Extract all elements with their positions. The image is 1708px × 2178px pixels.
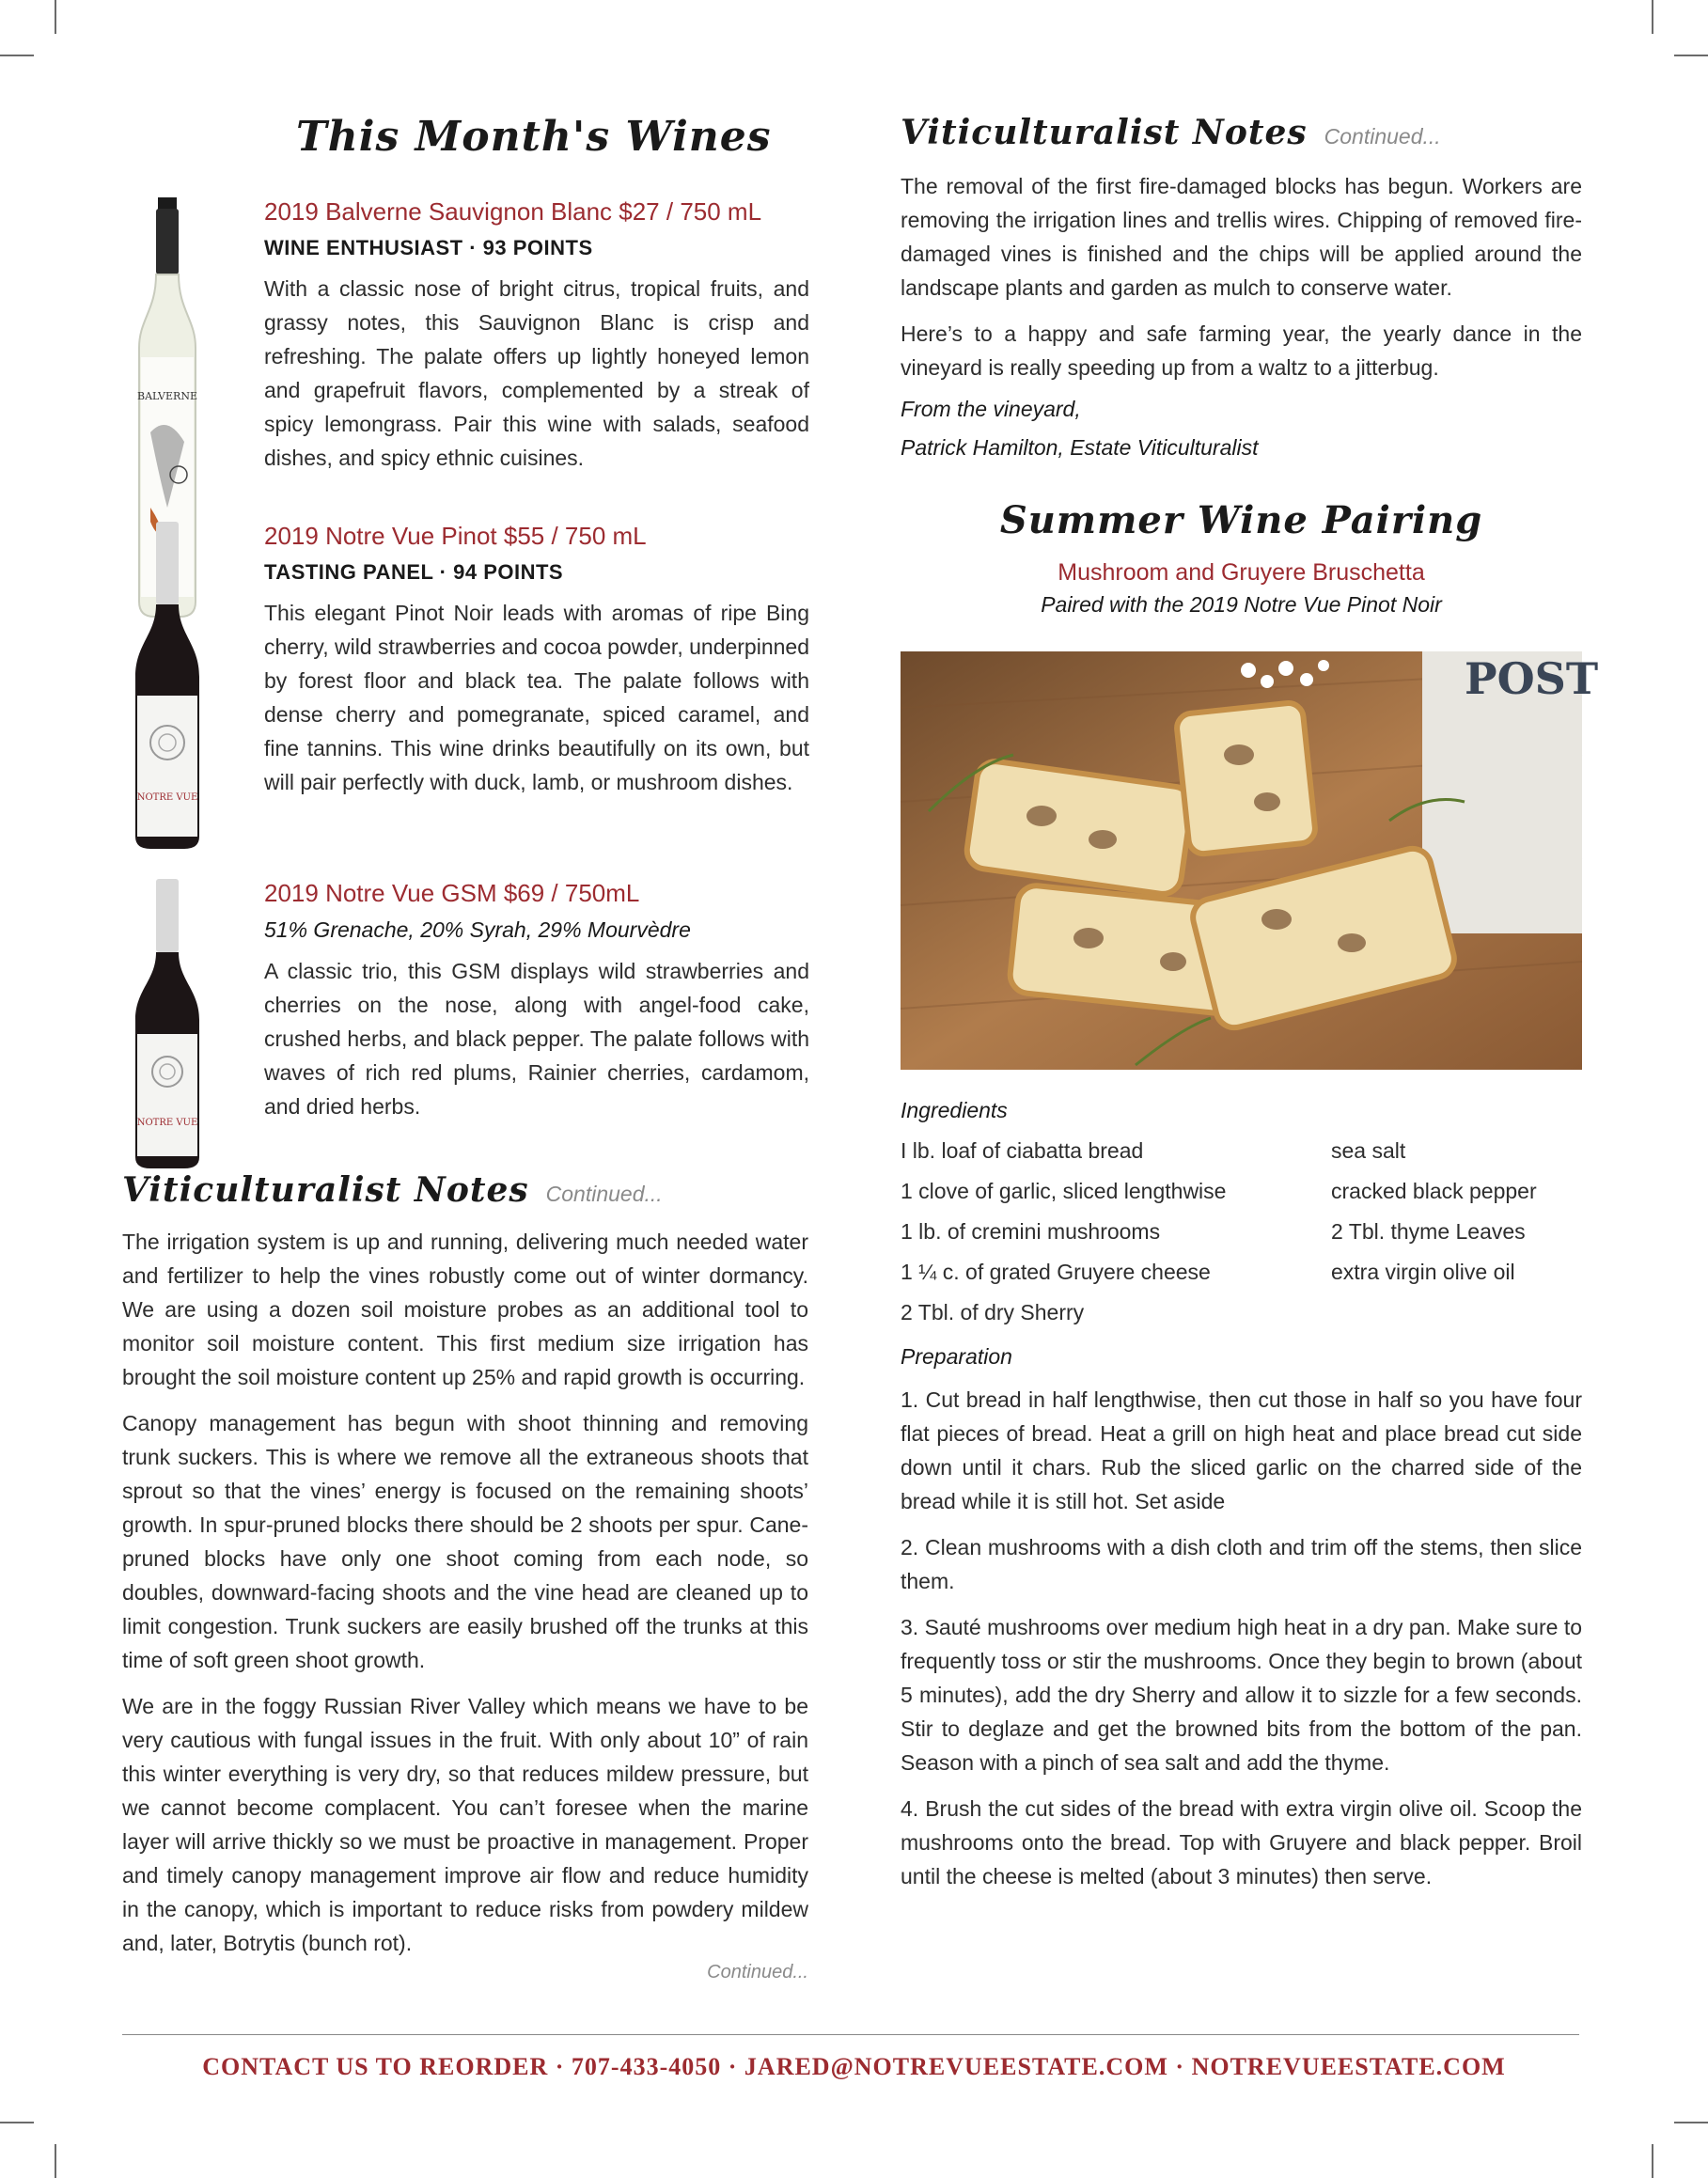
ingredient-item: 1 ¼ c. of grated Gruyere cheese bbox=[901, 1260, 1211, 1284]
wine-blend: 51% Grenache, 20% Syrah, 29% Mourvèdre bbox=[264, 917, 691, 942]
wines-heading: This Month's Wines bbox=[296, 113, 772, 161]
bruschetta-photo bbox=[901, 651, 1599, 1070]
crop-mark bbox=[55, 0, 56, 34]
bottle-label-text: NOTRE VUE bbox=[136, 792, 198, 803]
footer-contact: CONTACT US TO REORDER · 707-433-4050 · JARED@NOTREVUEESTATE.COM · NOTREVUEESTATE.COM bbox=[202, 2053, 1506, 2080]
bottle-label-text: NOTRE VUE bbox=[136, 1118, 198, 1128]
ingredient-item: 2 Tbl. thyme Leaves bbox=[1331, 1219, 1526, 1244]
crop-mark bbox=[0, 2122, 34, 2123]
notes-continued-label: Continued... bbox=[545, 1182, 663, 1206]
ingredients-list bbox=[901, 1131, 1582, 1333]
footer-rule bbox=[122, 2034, 1579, 2035]
ingredients-heading: Ingredients bbox=[901, 1098, 1008, 1122]
ingredient-item: I lb. loaf of ciabatta bread bbox=[901, 1138, 1144, 1163]
notes-heading: Viticulturalist Notes bbox=[901, 113, 1308, 152]
continued-label: Continued... bbox=[707, 1962, 808, 1982]
notes-paragraph: The removal of the first fire-damaged blocks has begun. Workers are removing the irrigation lines and trellis wires. Chipping of removed fire-damaged vines is finished and the chips will be applied around the landscape plants and garden as mulch to conserve water. bbox=[901, 174, 1582, 300]
notes-section bbox=[122, 1170, 808, 1983]
wine-title: 2019 Notre Vue Pinot $55 / 750 mL bbox=[264, 522, 647, 550]
bottle-label-text: BALVERNE bbox=[137, 390, 197, 402]
preparation-step: 2. Clean mushrooms with a dish cloth and trim off the stems, then slice them. bbox=[901, 1535, 1582, 1593]
crop-mark bbox=[0, 55, 34, 56]
preparation-step: 4. Brush the cut sides of the bread with extra virgin olive oil. Scoop the mushrooms onto the bread. Top with Gruyere and black pepper. Broil until the cheese is melted (about 3 minutes) then serve. bbox=[901, 1796, 1582, 1888]
wine-rating: TASTING PANEL · 94 POINTS bbox=[264, 560, 564, 584]
photo-cloth-text: POST bbox=[1465, 653, 1599, 704]
wine-title: 2019 Notre Vue GSM $69 / 750mL bbox=[264, 879, 640, 907]
ingredient-item: extra virgin olive oil bbox=[1331, 1260, 1515, 1284]
preparation-heading: Preparation bbox=[901, 1344, 1012, 1369]
wine-description: With a classic nose of bright citrus, tropical fruits, and grassy notes, this Sauvignon Blanc is crisp and refreshing. The palate offers up lightly honeyed lemon and grapefruit flavors, complemented by a streak of spicy lemongrass. Pair this wine with salads, seafood dishes, and spicy ethnic cuisines. bbox=[264, 276, 809, 470]
notes-continued-label: Continued... bbox=[1324, 124, 1441, 149]
notes-paragraph: We are in the foggy Russian River Valley which means we have to be very cautious with fungal issues in the fruit. With only about 10” of rain this winter everything is very dry, so that reduces mildew pressure, but we cannot become complacent. You can’t foresee when the marine layer will arrive thickly so we must be proactive in management. Proper and timely canopy management improve air flow and reduce humidity in the canopy, which is important to reduce risks from powdery mildew and, later, Botrytis (bunch rot). bbox=[122, 1694, 808, 1955]
wine-item bbox=[122, 879, 808, 1161]
wine-description: A classic trio, this GSM displays wild strawberries and cherries on the nose, along with angel-food cake, crushed herbs, and black pepper. The palate follows with waves of rich red plums, Rainier cherries, cardamom, and dried herbs. bbox=[264, 959, 809, 1119]
notes-heading: Viticulturalist Notes bbox=[122, 1170, 529, 1210]
right-column bbox=[901, 113, 1599, 1905]
crop-mark bbox=[1674, 2122, 1708, 2123]
preparation-step: 1. Cut bread in half lengthwise, then cut those in half so you have four flat pieces of bread. Heat a grill on high heat and place bread cut side down until it chars. Rub the sliced garlic on the charred side of the bread while it is still hot. Set aside bbox=[901, 1387, 1582, 1513]
preparation-step: 3. Sauté mushrooms over medium high heat in a dry pan. Make sure to frequently toss or stir the mushrooms. Once they begin to brown (about 5 minutes), add the dry Sherry and allow it to sizzle for a few seconds. Stir to deglaze and get the browned bits from the bottom of the pan. Season with a pinch of sea salt and add the thyme. bbox=[901, 1615, 1582, 1775]
ingredient-item: sea salt bbox=[1331, 1138, 1406, 1163]
notes-paragraph: Canopy management has begun with shoot thinning and removing trunk suckers. This is where we remove all the extraneous shoots that sprout so that the vines’ energy is focused on the remaining shoots’ growth. In spur-pruned blocks there should be 2 shoots per spur. Cane-pruned blocks have only one shoot coming from each node, so doubles, downward-facing shoots and the vine head are cleaned up to limit congestion. Trunk suckers are easily brushed off the trunks at this time of soft green shoot growth. bbox=[122, 1411, 808, 1672]
ingredient-item: cracked black pepper bbox=[1331, 1179, 1537, 1203]
ingredient-item: 1 clove of garlic, sliced lengthwise bbox=[901, 1179, 1227, 1203]
signoff: From the vineyard, bbox=[901, 397, 1081, 421]
wine-description: This elegant Pinot Noir leads with aromas of ripe Bing cherry, wild strawberries and cocoa powder, underpinned by forest floor and black tea. The palate follows with dense cherry and pomegranate, spiced caramel, and fine tannins. This wine drinks beautifully on its own, but will pair perfectly with duck, lamb, or mushroom dishes. bbox=[264, 601, 809, 794]
wine-rating: WINE ENTHUSIAST · 93 POINTS bbox=[264, 236, 593, 259]
crop-mark bbox=[1652, 0, 1653, 34]
ingredient-item: 1 lb. of cremini mushrooms bbox=[901, 1219, 1161, 1244]
crop-mark bbox=[55, 2144, 56, 2178]
pairing-heading: Summer Wine Pairing bbox=[999, 498, 1483, 542]
recipe-subtitle: Paired with the 2019 Notre Vue Pinot Noir bbox=[1041, 592, 1442, 617]
crop-mark bbox=[1674, 55, 1708, 56]
signature: Patrick Hamilton, Estate Viticulturalist bbox=[901, 435, 1259, 460]
crop-mark bbox=[1652, 2144, 1653, 2178]
recipe-title: Mushroom and Gruyere Bruschetta bbox=[1058, 559, 1425, 586]
notes-paragraph: Here’s to a happy and safe farming year, the yearly dance in the vineyard is really speeding up from a waltz to a jitterbug. bbox=[901, 321, 1582, 380]
ingredient-item: 2 Tbl. of dry Sherry bbox=[901, 1300, 1085, 1324]
red-wine-bottle-image bbox=[122, 879, 212, 1170]
notes-paragraph: The irrigation system is up and running, delivering much needed water and fertilizer to help the vines robustly come out of winter dormancy. We are using a dozen soil moisture probes as an additional tool to monitor soil moisture content. This first medium size irrigation has brought the soil moisture content up 25% and rapid growth is occurring. bbox=[122, 1230, 808, 1389]
wine-item bbox=[122, 522, 808, 879]
red-wine-bottle-image bbox=[122, 522, 212, 851]
wine-title: 2019 Balverne Sauvignon Blanc $27 / 750 mL bbox=[264, 197, 762, 226]
